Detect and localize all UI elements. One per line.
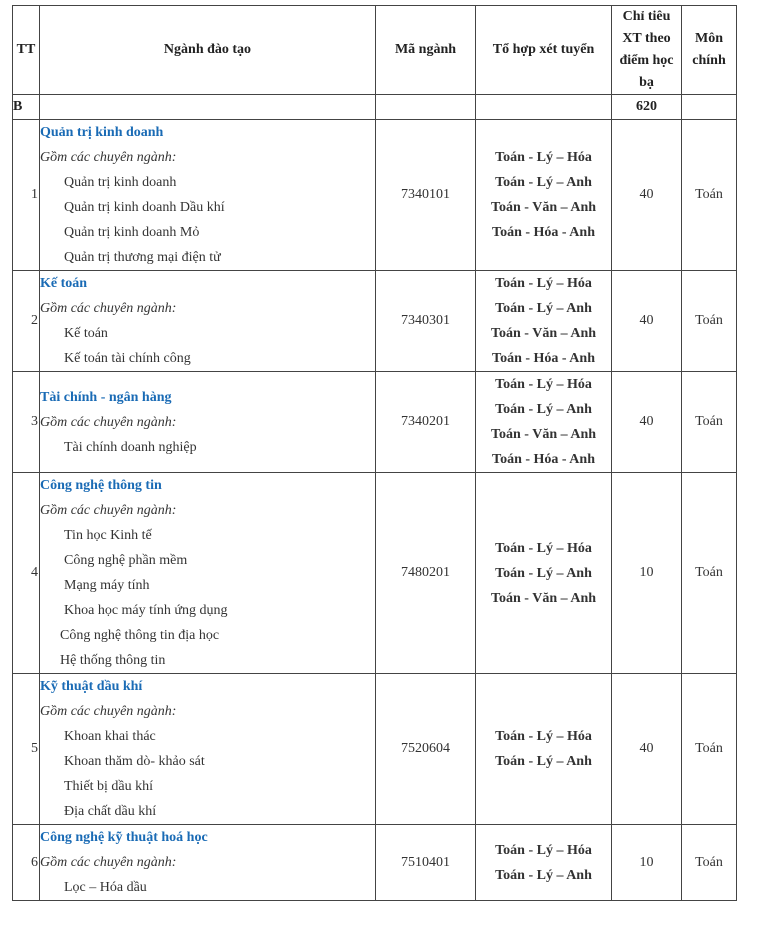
major-cell — [40, 271, 376, 372]
subject-combo: Toán - Lý – Anh — [495, 867, 592, 883]
specialization-item: Khoan khai thác — [64, 729, 156, 744]
major-cell — [40, 372, 376, 473]
subject-combo: Toán - Văn – Anh — [490, 590, 597, 606]
row-number: 4 — [13, 473, 40, 674]
group-label: B — [13, 95, 40, 120]
row-number: 6 — [13, 825, 40, 901]
combo-cell — [476, 825, 612, 901]
specialization-item: Tài chính doanh nghiệp — [64, 439, 197, 455]
table-row — [13, 473, 737, 674]
main-subject: Toán — [682, 674, 737, 825]
major-cell — [40, 825, 376, 901]
subject-combo: Toán - Lý – Hóa — [495, 729, 592, 744]
major-cell — [40, 473, 376, 674]
major-code: 7510401 — [376, 825, 476, 901]
subject-combo: Toán - Hóa - Anh — [492, 452, 595, 467]
table-header-row — [13, 6, 737, 95]
major-title: Tài chính - ngân hàng — [40, 389, 172, 405]
table-row — [13, 120, 737, 271]
specialization-item: Công nghệ thông tin địa học — [60, 628, 220, 643]
specialization-item: Địa chất dầu khí — [64, 804, 157, 819]
subject-combo: Toán - Lý – Hóa — [495, 842, 592, 858]
specialization-item: Quản trị kinh doanh Mỏ — [64, 225, 200, 240]
main-subject: Toán — [682, 372, 737, 473]
specialization-label: Gồm các chuyên ngành: — [40, 704, 177, 719]
quota-value: 10 — [612, 473, 682, 674]
specialization-item: Hệ thống thông tin — [60, 653, 166, 668]
subject-combo: Toán - Văn – Anh — [490, 326, 597, 341]
specialization-label: Gồm các chuyên ngành: — [40, 301, 177, 316]
subject-combo: Toán - Lý – Anh — [495, 402, 592, 417]
quota-value: 40 — [612, 120, 682, 271]
subject-combo: Toán - Lý – Anh — [495, 754, 592, 769]
major-cell — [40, 120, 376, 271]
specialization-item: Lọc – Hóa dầu — [64, 880, 147, 895]
quota-value: 40 — [612, 271, 682, 372]
major-cell — [40, 674, 376, 825]
major-title: Kỹ thuật dầu khí — [40, 679, 143, 694]
subject-combo: Toán - Lý – Hóa — [495, 276, 592, 291]
subject-combo: Toán - Lý – Anh — [495, 175, 592, 190]
table-row — [13, 674, 737, 825]
header-combo: Tổ hợp xét tuyển — [476, 6, 612, 95]
combo-cell — [476, 372, 612, 473]
subject-combo: Toán - Lý – Hóa — [495, 377, 592, 392]
quota-value: 10 — [612, 825, 682, 901]
combo-cell — [476, 271, 612, 372]
group-row — [13, 95, 737, 120]
row-number: 1 — [13, 120, 40, 271]
header-quota: Chỉ tiêu XT theo điểm học bạ — [612, 6, 682, 95]
specialization-item: Tin học Kinh tế — [64, 528, 152, 543]
quota-value: 40 — [612, 674, 682, 825]
specialization-label: Gồm các chuyên ngành: — [40, 855, 177, 870]
main-subject: Toán — [682, 473, 737, 674]
specialization-item: Quản trị kinh doanh — [64, 175, 177, 190]
header-tt: TT — [13, 6, 40, 95]
specialization-item: Khoan thăm dò- khảo sát — [64, 754, 205, 769]
subject-combo: Toán - Lý – Hóa — [495, 150, 592, 165]
major-code: 7340101 — [376, 120, 476, 271]
major-code: 7480201 — [376, 473, 476, 674]
table-row — [13, 825, 737, 901]
row-number: 3 — [13, 372, 40, 473]
specialization-item: Quản trị thương mại điện tử — [64, 250, 221, 265]
main-subject: Toán — [682, 120, 737, 271]
subject-combo: Toán - Văn – Anh — [490, 200, 597, 215]
specialization-item: Thiết bị dầu khí — [64, 779, 154, 794]
specialization-item: Công nghệ phần mềm — [64, 553, 188, 568]
combo-cell — [476, 120, 612, 271]
subject-combo: Toán - Văn – Anh — [490, 427, 597, 442]
specialization-item: Kế toán — [64, 326, 108, 341]
row-number: 2 — [13, 271, 40, 372]
subject-combo: Toán - Lý – Anh — [495, 301, 592, 316]
subject-combo: Toán - Hóa - Anh — [492, 225, 595, 240]
specialization-item: Kế toán tài chính công — [64, 351, 191, 366]
specialization-label: Gồm các chuyên ngành: — [40, 150, 177, 165]
subject-combo: Toán - Lý – Hóa — [495, 540, 592, 556]
specialization-item: Khoa học máy tính ứng dụng — [64, 603, 228, 618]
specialization-label: Gồm các chuyên ngành: — [40, 503, 177, 518]
major-code: 7340301 — [376, 271, 476, 372]
main-subject: Toán — [682, 825, 737, 901]
quota-value: 40 — [612, 372, 682, 473]
major-title: Quản trị kinh doanh — [40, 125, 164, 140]
subject-combo: Toán - Hóa - Anh — [492, 351, 595, 366]
major-title: Công nghệ kỹ thuật hoá học — [40, 830, 208, 845]
row-number: 5 — [13, 674, 40, 825]
header-main-subject: Môn chính — [682, 6, 737, 95]
specialization-label: Gồm các chuyên ngành: — [40, 414, 177, 430]
combo-cell — [476, 473, 612, 674]
major-title: Kế toán — [40, 276, 88, 291]
major-title: Công nghệ thông tin — [40, 478, 162, 493]
group-quota: 620 — [612, 95, 682, 120]
specialization-item: Mạng máy tính — [64, 578, 150, 593]
subject-combo: Toán - Lý – Anh — [495, 565, 592, 581]
specialization-item: Quản trị kinh doanh Dầu khí — [64, 200, 225, 215]
header-major: Ngành đào tạo — [40, 6, 376, 95]
header-code: Mã ngành — [376, 6, 476, 95]
major-code: 7340201 — [376, 372, 476, 473]
main-subject: Toán — [682, 271, 737, 372]
major-code: 7520604 — [376, 674, 476, 825]
table-row — [13, 372, 737, 473]
combo-cell — [476, 674, 612, 825]
admission-table — [12, 5, 737, 901]
table-row — [13, 271, 737, 372]
